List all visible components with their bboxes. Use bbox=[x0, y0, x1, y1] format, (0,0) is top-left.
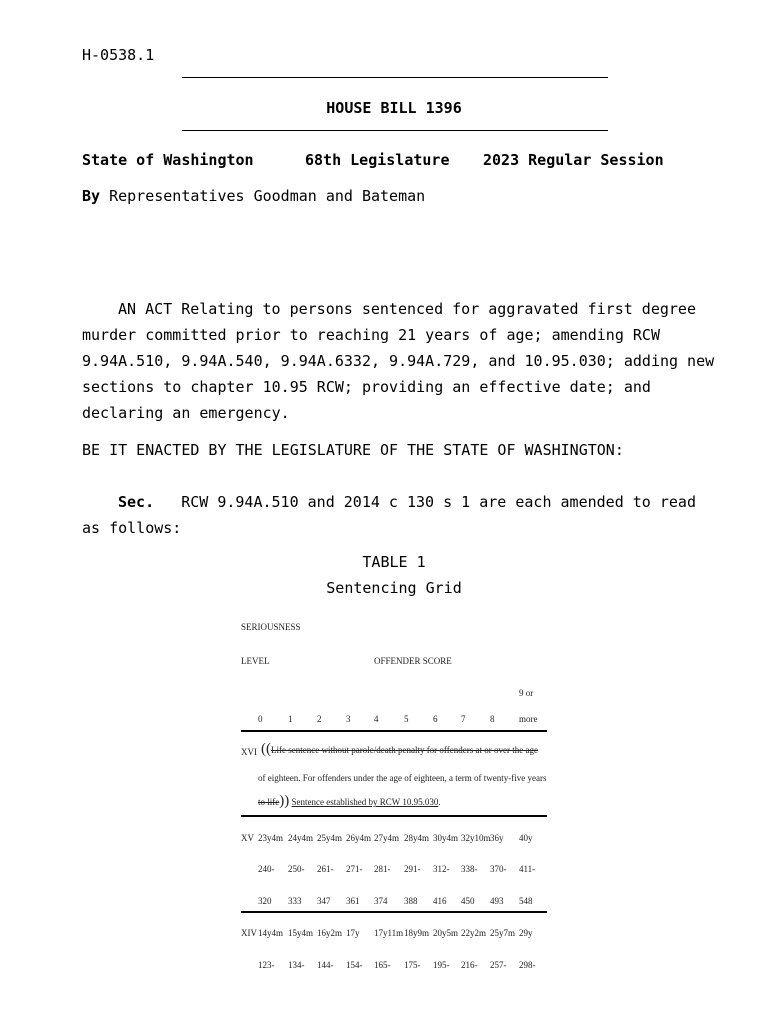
xvi-struck-text-1: Life sentence without parole/death penalty for offenders at or over the age bbox=[271, 745, 538, 755]
xiv-low-0: 123- bbox=[258, 960, 275, 970]
xv-low-5: 291- bbox=[404, 864, 421, 874]
xiv-term-9: 29y bbox=[519, 928, 533, 938]
score-col-3: 3 bbox=[346, 714, 351, 724]
xv-term-8: 36y bbox=[490, 833, 504, 843]
enacting-clause: BE IT ENACTED BY THE LEGISLATURE OF THE STATE OF WASHINGTON: bbox=[82, 441, 624, 459]
xv-high-8: 493 bbox=[490, 896, 504, 906]
xiv-term-1: 15y4m bbox=[288, 928, 314, 938]
score-col-6: 6 bbox=[433, 714, 438, 724]
xv-low-1: 250- bbox=[288, 864, 305, 874]
xv-high-3: 361 bbox=[346, 896, 360, 906]
xv-high-7: 450 bbox=[461, 896, 475, 906]
score-col-2: 2 bbox=[317, 714, 322, 724]
document-id: H-0538.1 bbox=[82, 46, 155, 64]
xv-high-4: 374 bbox=[374, 896, 388, 906]
level-xv: XV bbox=[241, 833, 254, 843]
xiv-low-1: 134- bbox=[288, 960, 305, 970]
score-col-1: 1 bbox=[288, 714, 293, 724]
xvi-struck-text-3: to life bbox=[258, 797, 280, 807]
xiv-low-3: 154- bbox=[346, 960, 363, 970]
xiv-term-8: 25y7m bbox=[490, 928, 516, 938]
xv-term-7: 32y10m bbox=[461, 833, 491, 843]
offender-score-header: OFFENDER SCORE bbox=[374, 656, 452, 666]
score-col-7: 7 bbox=[461, 714, 466, 724]
score-col-8: 8 bbox=[490, 714, 495, 724]
xv-term-3: 26y4m bbox=[346, 833, 372, 843]
score-col-4: 4 bbox=[374, 714, 379, 724]
xv-low-6: 312- bbox=[433, 864, 450, 874]
xiv-low-6: 195- bbox=[433, 960, 450, 970]
section-text: RCW 9.94A.510 and 2014 c 130 s 1 are each amended to read as follows: bbox=[82, 493, 696, 537]
xiv-term-5: 18y9m bbox=[404, 928, 430, 938]
table-subtitle: Sentencing Grid bbox=[326, 579, 462, 597]
xv-high-5: 388 bbox=[404, 896, 418, 906]
xv-high-6: 416 bbox=[433, 896, 447, 906]
sponsor-names: Representatives Goodman and Bateman bbox=[109, 187, 426, 205]
xiv-term-7: 22y2m bbox=[461, 928, 487, 938]
xiv-low-8: 257- bbox=[490, 960, 507, 970]
xv-low-2: 261- bbox=[317, 864, 334, 874]
xvi-open-paren: (( bbox=[261, 741, 271, 757]
seriousness-header: SERIOUSNESS bbox=[241, 622, 301, 632]
xv-low-3: 271- bbox=[346, 864, 363, 874]
xv-low-0: 240- bbox=[258, 864, 275, 874]
xv-term-2: 25y4m bbox=[317, 833, 343, 843]
score-col-more: more bbox=[519, 714, 538, 724]
xvi-struck-text-2: of eighteen. For offenders under the age of eighteen, a term of twenty-five years bbox=[258, 773, 547, 783]
xiv-low-7: 216- bbox=[461, 960, 478, 970]
level-xvi: XVI bbox=[241, 747, 257, 757]
xv-term-0: 23y4m bbox=[258, 833, 284, 843]
section-label: Sec. bbox=[118, 493, 155, 511]
xv-low-4: 281- bbox=[374, 864, 391, 874]
xvi-new-text: Sentence established by RCW 10.95.030 bbox=[291, 797, 439, 807]
xiv-term-0: 14y4m bbox=[258, 928, 284, 938]
sponsor-by-label: By bbox=[82, 187, 101, 205]
xv-high-0: 320 bbox=[258, 896, 272, 906]
xiv-term-3: 17y bbox=[346, 928, 360, 938]
xv-low-9: 411- bbox=[519, 864, 536, 874]
xiv-term-6: 20y5m bbox=[433, 928, 459, 938]
level-xiv: XIV bbox=[241, 928, 257, 938]
xv-high-9: 548 bbox=[519, 896, 533, 906]
xv-term-6: 30y4m bbox=[433, 833, 459, 843]
bill-title: HOUSE BILL 1396 bbox=[326, 99, 462, 117]
xv-high-1: 333 bbox=[288, 896, 302, 906]
xvi-close-paren: )) bbox=[279, 793, 290, 809]
score-col-0: 0 bbox=[258, 714, 263, 724]
session-name: 2023 Regular Session bbox=[483, 151, 664, 169]
state-name: State of Washington bbox=[82, 151, 254, 169]
xiv-low-5: 175- bbox=[404, 960, 421, 970]
grid-rule-header bbox=[241, 730, 547, 732]
xv-high-2: 347 bbox=[317, 896, 331, 906]
level-header: LEVEL bbox=[241, 656, 270, 666]
xiv-low-9: 298- bbox=[519, 960, 536, 970]
nine-or-label: 9 or bbox=[519, 688, 534, 698]
xvi-line-3 bbox=[258, 793, 441, 810]
table-title: TABLE 1 bbox=[362, 553, 426, 571]
xv-term-1: 24y4m bbox=[288, 833, 314, 843]
xv-term-9: 40y bbox=[519, 833, 533, 843]
xiv-term-4: 17y11m bbox=[374, 928, 404, 938]
xv-low-7: 338- bbox=[461, 864, 478, 874]
score-col-5: 5 bbox=[404, 714, 409, 724]
xvi-period: . bbox=[438, 797, 441, 807]
xv-term-4: 27y4m bbox=[374, 833, 400, 843]
grid-rule-xvi bbox=[241, 815, 547, 817]
xv-term-5: 28y4m bbox=[404, 833, 430, 843]
grid-rule-xv bbox=[241, 911, 547, 913]
xv-low-8: 370- bbox=[490, 864, 507, 874]
xiv-low-2: 144- bbox=[317, 960, 334, 970]
xvi-line-1 bbox=[261, 741, 538, 758]
xiv-term-2: 16y2m bbox=[317, 928, 343, 938]
legislature-name: 68th Legislature bbox=[305, 151, 450, 169]
act-title-paragraph: AN ACT Relating to persons sentenced for aggravated first degree murder committed prior to reaching 21 years of age; amending RCW 9.94A.510, 9.94A.540, 9.94A.6332, 9.94A.729, and 10.95.030; adding new sections to chapter 10.95 RCW; providing an effective date; and declaring an emergency. bbox=[82, 300, 715, 422]
xiv-low-4: 165- bbox=[374, 960, 391, 970]
